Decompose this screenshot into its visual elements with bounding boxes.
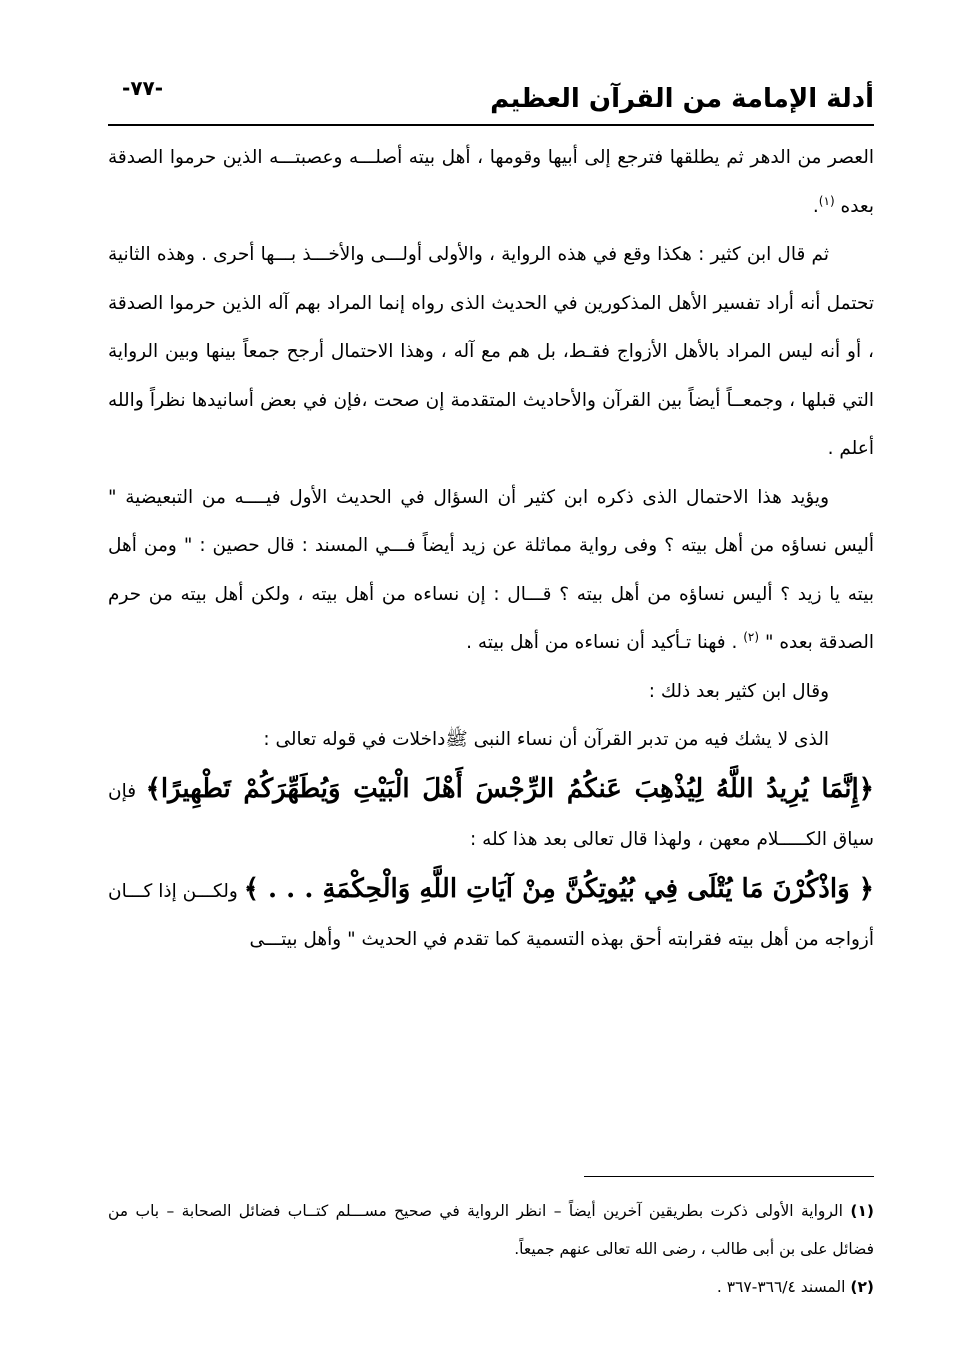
book-title: أدلة الإمامة من القرآن العظيم [490, 84, 874, 114]
page-header [108, 68, 874, 124]
footnote-2 [108, 1268, 874, 1306]
header-rule [108, 124, 874, 126]
quran-verse-1: ﴿إِنَّمَا يُرِيدُ اللَّهُ لِيُذْهِبَ عَنكُمُ الرِّجْسَ أَهْلَ الْبَيْتِ وَيُطَهِّرَكُمْ تَطْهِيرًا﴾ [145, 773, 875, 804]
footnote-ref-2: (٢) [743, 629, 760, 644]
paragraph-7: ﴿ وَاذْكُرْنَ مَا يُتْلَى فِي بُيُوتِكُنَّ مِنْ آيَاتِ اللَّهِ وَالْحِكْمَةِ . . . ﴾ ولكـــن إذا كـــان أزواجه من أهل بيته فقرابته أحق بهذه التسمية كما تقدم في الحديث " وأهل بيتـــى [108, 873, 874, 950]
main-text [108, 134, 874, 965]
footnote-2-number: (٢) [850, 1278, 874, 1296]
footnote-2-text: المسند ٣٦٦/٤-٣٦٧ . [716, 1278, 846, 1296]
footnote-1 [108, 1192, 874, 1268]
paragraph-1: العصر من الدهر ثم يطلقها فترجع إلى أبيها وقومها ، أهل بيته أصلـــه وعصبتـــه الذين حرموا الصدقة بعده $^{(١)}$. [108, 147, 874, 217]
paragraph-2: ثم قال ابن كثير : هكذا وقع في هذه الرواية ، والأولى أولـــى والأخـــذ بـــها أحرى . وهذه الثانية تحتمل أنه أراد تفسير الأهل المذكورين في الحديث الذى رواه إنما المراد بهم آله الذين حرموا الصدقة ، أو أنه ليس المراد بالأهل الأزواج فقـط، بل هم مع آله ، وهذا الاحتمال أرجح جمعاً بينها وبين الرواية التي قبلها ، وجمعــاً أيضاً بين القرآن والأحاديث المتقدمة إن صحت ،فإن في بعض أسانيدها نظراً والله أعلم . [108, 244, 874, 459]
paragraph-5: الذى لا يشك فيه من تدبر القرآن أن نساء النبى ﷺداخلات في قوله تعالى : [263, 729, 829, 750]
footnotes [108, 1192, 874, 1306]
quran-verse-2: ﴿ وَاذْكُرْنَ مَا يُتْلَى فِي بُيُوتِكُنَّ مِنْ آيَاتِ اللَّهِ وَالْحِكْمَةِ . . . ﴾ [243, 873, 874, 904]
footnote-1-number: (١) [850, 1202, 874, 1220]
paragraph-6: ﴿إِنَّمَا يُرِيدُ اللَّهُ لِيُذْهِبَ عَنكُمُ الرِّجْسَ أَهْلَ الْبَيْتِ وَيُطَهِّرَكُمْ تَطْهِيرًا﴾ فإن سياق الكـــــلام معهن ، ولهذا قال تعالى بعد هذا كله : [108, 773, 875, 850]
paragraph-3: ويؤيد هذا الاحتمال الذى ذكره ابن كثير أن السؤال في الحديث الأول فيــــه من التبعيضية " أليس نساؤه من أهل بيته ؟ وفى رواية مماثلة عن زيد أيضاً فـــي المسند : قال حصين : " ومن أهل بيته يا زيد ؟ أليس نساؤه من أهل بيته ؟ قـــال : إن نساءه من أهل بيته ، ولكن أهل بيته من حرم الصدقة بعده " $^{(٢)}$ . فهنا تـأكيد أن نساءه من أهل بيته . [108, 486, 874, 653]
paragraph-4: وقال ابن كثير بعد ذلك : [648, 680, 829, 702]
footnote-1-text: الرواية الأولى ذكرت بطريقين آخرين أيضاً – انظر الرواية في صحيح مســـلم كتــاب فضائل الصحابة – باب من فضائل على بن أبى طالب ، رضى الله تعالى عنهم جميعاً. [108, 1202, 874, 1258]
footnote-ref-1: (١) [818, 193, 835, 208]
page-number: -٧٧- [122, 76, 164, 100]
footnote-rule [584, 1176, 874, 1177]
